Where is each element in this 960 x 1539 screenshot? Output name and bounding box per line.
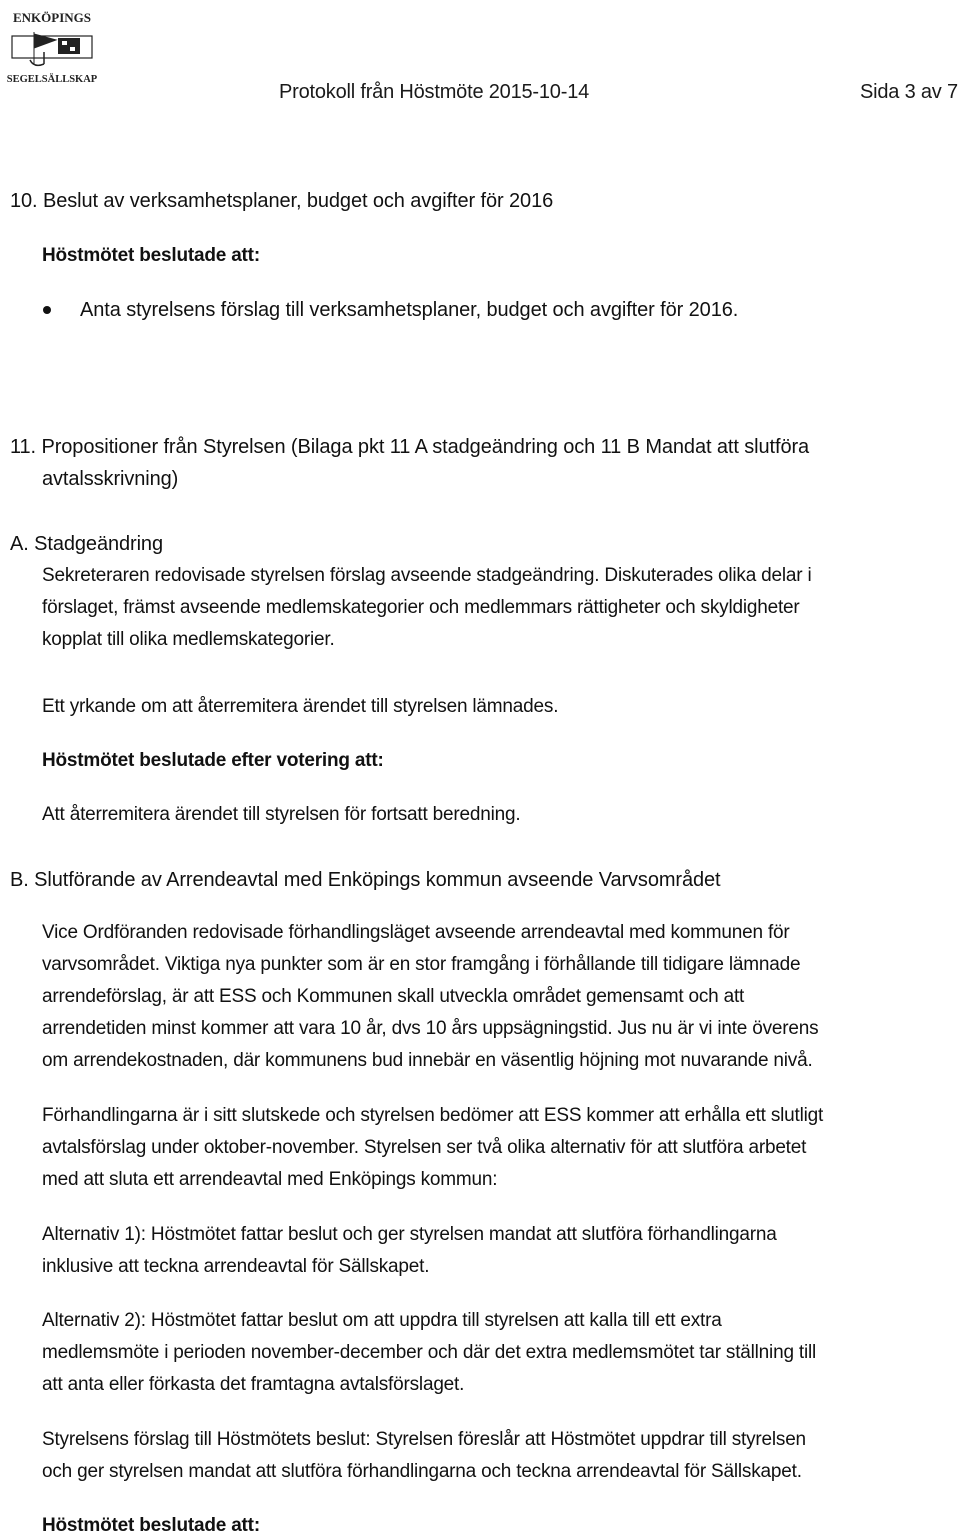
section11b-p1-line1: Vice Ordföranden redovisade förhandlingsläget avseende arrendeavtal med kommunen för: [42, 922, 790, 943]
logo-text-bottom: SEGELSÄLLSKAP: [6, 74, 98, 85]
section11b-p1-line2: varvsområdet. Viktiga nya punkter som är en stor framgång i förhållande till tidigare lämnade: [42, 954, 801, 975]
section11b-p2-line1: Förhandlingarna är i sitt slutskede och styrelsen bedömer att ESS kommer att erhålla ett slutligt: [42, 1105, 824, 1126]
bullet-dot: [43, 306, 51, 314]
section11b-p1-line3: arrendeförslag, är att ESS och Kommunen skall utveckla området gemensamt och att: [42, 986, 745, 1007]
section11b-p2-line2: avtalsförslag under oktober-november. Styrelsen ser två olika alternativ för att slutföra arbetet: [42, 1137, 807, 1158]
header-page-number: Sida 3 av 7: [860, 81, 958, 103]
section11a-decision: Att återremitera ärendet till styrelsen för fortsatt beredning.: [42, 804, 521, 825]
section11b-alt2-line2: medlemsmöte i perioden november-december och där det extra medlemsmötet tar ställning till: [42, 1342, 817, 1363]
logo-text-top: ENKÖPINGS: [12, 10, 92, 25]
section10-heading: 10. Beslut av verksamhetsplaner, budget och avgifter för 2016: [10, 190, 554, 212]
section11b-alt2-line3: att anta eller förkasta det framtagna avtalsförslaget.: [42, 1374, 465, 1395]
section11b-p1-line4: arrendetiden minst kommer att vara 10 år, dvs 10 års uppsägningstid. Jus nu är vi inte överens: [42, 1018, 819, 1039]
section11a-p2: Ett yrkande om att återremitera ärendet till styrelsen lämnades.: [42, 696, 559, 717]
section11a-decision-label: Höstmötet beslutade efter votering att:: [42, 750, 384, 771]
section11-heading-line1: 11. Propositioner från Styrelsen (Bilaga pkt 11 A stadgeändring och 11 B Mandat att slutföra: [10, 436, 810, 458]
section11-heading-line2: avtalsskrivning): [42, 468, 179, 490]
section11b-decision-label: Höstmötet beslutade att:: [42, 1515, 260, 1536]
section11a-p1-line3: kopplat till olika medlemskategorier.: [42, 629, 335, 650]
section11a-heading: A. Stadgeändring: [10, 533, 163, 555]
club-logo: [4, 2, 100, 94]
section10-decision-label: Höstmötet beslutade att:: [42, 245, 260, 266]
section11b-p1-line5: om arrendekostnaden, där kommunens bud innebär en väsentlig höjning mot nuvarande nivå.: [42, 1050, 813, 1071]
section11b-proposal-line2: och ger styrelsen mandat att slutföra förhandlingarna och teckna arrendeavtal för Sällskapet.: [42, 1461, 802, 1482]
section11b-heading: B. Slutförande av Arrendeavtal med Enköpings kommun avseende Varvsområdet: [10, 869, 721, 891]
section11a-p1-line1: Sekreteraren redovisade styrelsen förslag avseende stadgeändring. Diskuterades olika delar i: [42, 565, 812, 586]
section11b-alt1-line2: inklusive att teckna arrendeavtal för Sällskapet.: [42, 1256, 430, 1277]
header-title: Protokoll från Höstmöte 2015-10-14: [279, 81, 590, 103]
section11a-p1-line2: förslaget, främst avseende medlemskategorier och medlemmars rättigheter och skyldigheter: [42, 597, 800, 618]
section11b-alt1-line1: Alternativ 1): Höstmötet fattar beslut och ger styrelsen mandat att slutföra förhandlingarna: [42, 1224, 777, 1245]
section11b-p2-line3: med att sluta ett arrendeavtal med Enköpings kommun:: [42, 1169, 498, 1190]
section11b-alt2-line1: Alternativ 2): Höstmötet fattar beslut om att uppdra till styrelsen att kalla till ett extra: [42, 1310, 722, 1331]
section10-bullet-text: Anta styrelsens förslag till verksamhetsplaner, budget och avgifter för 2016.: [80, 299, 739, 321]
section11b-proposal-line1: Styrelsens förslag till Höstmötets beslut: Styrelsen föreslår att Höstmötet uppdrar till styrelsen: [42, 1429, 806, 1450]
